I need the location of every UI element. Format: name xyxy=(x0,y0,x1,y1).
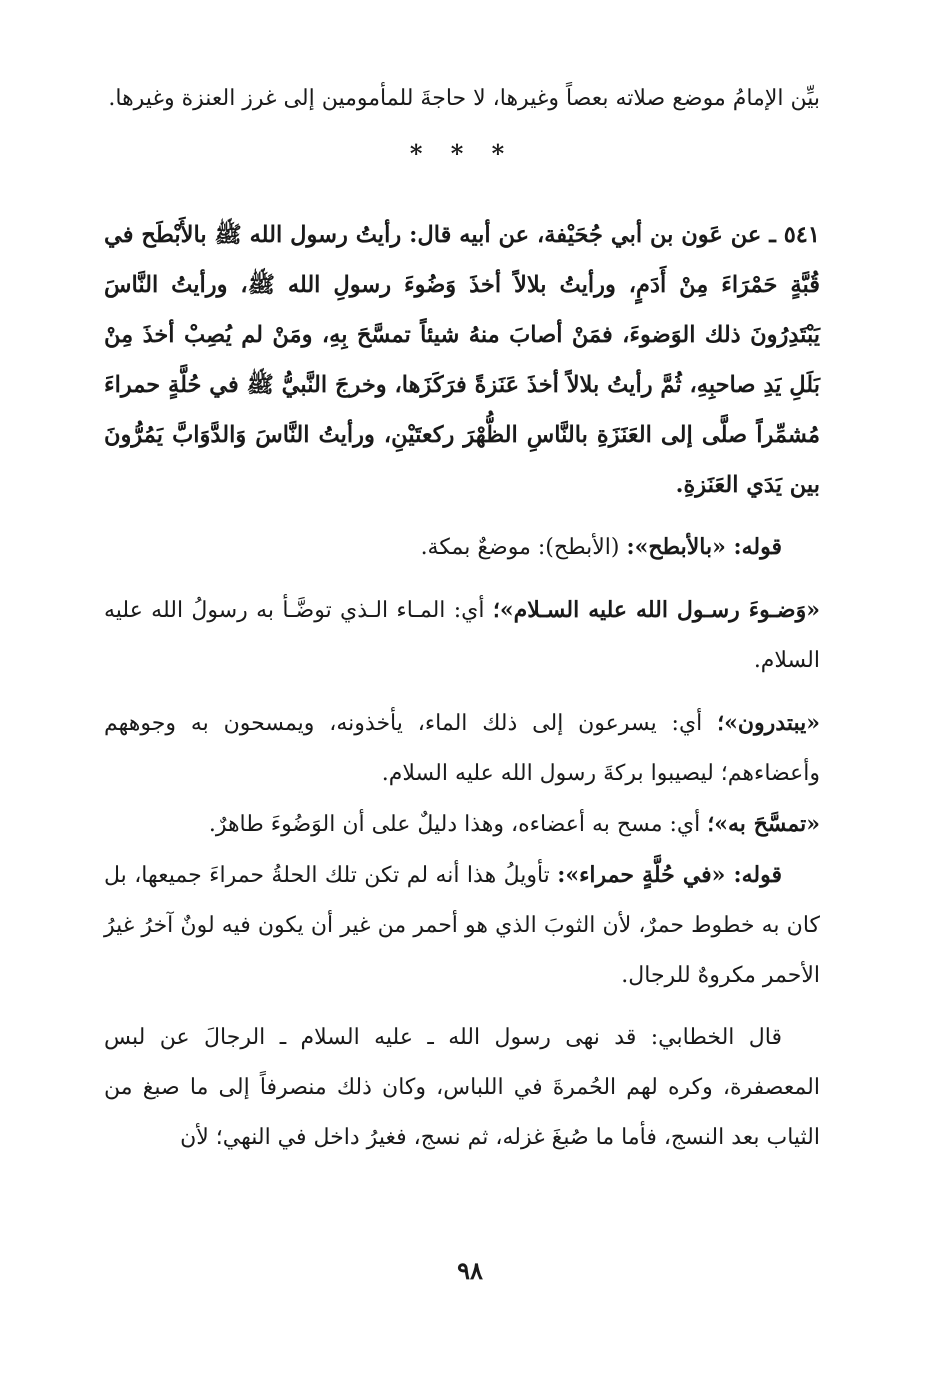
commentary-khattabi xyxy=(104,1013,820,1163)
hadith-body: عن عَون بن أبي جُحَيْفة، عن أبيه قال: رأيتُ رسول الله ﷺ بالأَبْطَح في قُبَّةٍ حَمْرَاءَ مِنْ أَدَمٍ، ورأيتُ بلالاً أخذَ وَضُوءَ رسولِ الله ﷺ، ورأيتُ النَّاسَ يَبْتَدِرُونَ ذلك الوَضوءَ، فمَنْ أصابَ منهُ شيئاً تمسَّحَ بِهِ، ومَنْ لم يُصِبْ أخذَ مِنْ بَلَلِ يَدِ صاحبِهِ، ثُمَّ رأيتُ بلالاً أخذَ عَنَزةً فرَكَزَها، وخرجَ النَّبيُّ ﷺ في حُلَّةٍ حمراءَ مُشمِّراً صلَّى إلى العَنَزَةِ بالنَّاسِ الظُّهْرَ ركعتَيْنِ، ورأيتُ النَّاسَ وَالدَّوَابَّ يَمُرُّونَ بين يَدَي العَنَزةِ. xyxy=(104,222,820,498)
commentary-text: أي: المـاء الـذي توضَّـأ به رسولُ الله عليه السلام. xyxy=(104,598,820,673)
commentary-abtah xyxy=(104,522,820,573)
commentary-lead: قوله: «بالأبطح»: xyxy=(626,534,782,560)
commentary-text: أي: يسرعون إلى ذلك الماء، يأخذونه، ويمسحون به وجوههم وأعضاءهم؛ ليصيبوا بركةَ رسول الله عليه السلام. xyxy=(104,711,820,786)
commentary-text: (الأبطح): موضعٌ بمكة. xyxy=(420,535,627,560)
intro-paragraph: بيِّن الإمامُ موضع صلاته بعصاً وغيرها، لا حاجةَ للمأمومين إلى غرز العنزة وغيرها. xyxy=(108,86,820,111)
hadith-number: ٥٤١ ـ xyxy=(769,222,820,248)
page-body xyxy=(104,74,820,1163)
commentary-lead: قوله: «في حُلَّةٍ حمراء»: xyxy=(557,862,783,888)
commentary-lead: «وَضـوءَ رسـول الله عليه السـلام»؛ xyxy=(492,597,820,623)
page-number: ٩٨ xyxy=(457,1256,483,1285)
section-separator: * * * xyxy=(409,139,515,168)
commentary-hulla xyxy=(104,850,820,1001)
commentary-text: تأويلُ هذا أنه لم تكن تلك الحلةُ حمراءَ جميعها، بل كان به خطوط حمرٌ، لأن الثوبَ الذي هو أحمر من غير أن يكون فيه لونٌ آخرُ غيرُ الأحمر مكروهٌ للرجال. xyxy=(104,863,820,988)
commentary-yabtadirun xyxy=(104,698,820,799)
commentary-lead: «تمسَّحَ به»؛ xyxy=(707,811,820,837)
commentary-text: أي: مسح به أعضاءه، وهذا دليلٌ على أن الوَضُوءَ طاهرٌ. xyxy=(208,812,708,837)
hadith-text xyxy=(104,210,820,510)
commentary-wadu xyxy=(104,585,820,686)
commentary-lead: «يبتدرون»؛ xyxy=(717,710,820,736)
commentary-text: قال الخطابي: قد نهى رسول الله ـ عليه السلام ـ الرجالَ عن لبس المعصفرة، وكره لهم الحُمرةَ في اللباس، وكان ذلك منصرفاً إلى ما صبغ من الثياب بعد النسج، فأما ما صُبغَ غزله، ثم نسج، فغيرُ داخل في النهي؛ لأن xyxy=(104,1025,820,1150)
commentary-tamassaha xyxy=(104,799,820,850)
